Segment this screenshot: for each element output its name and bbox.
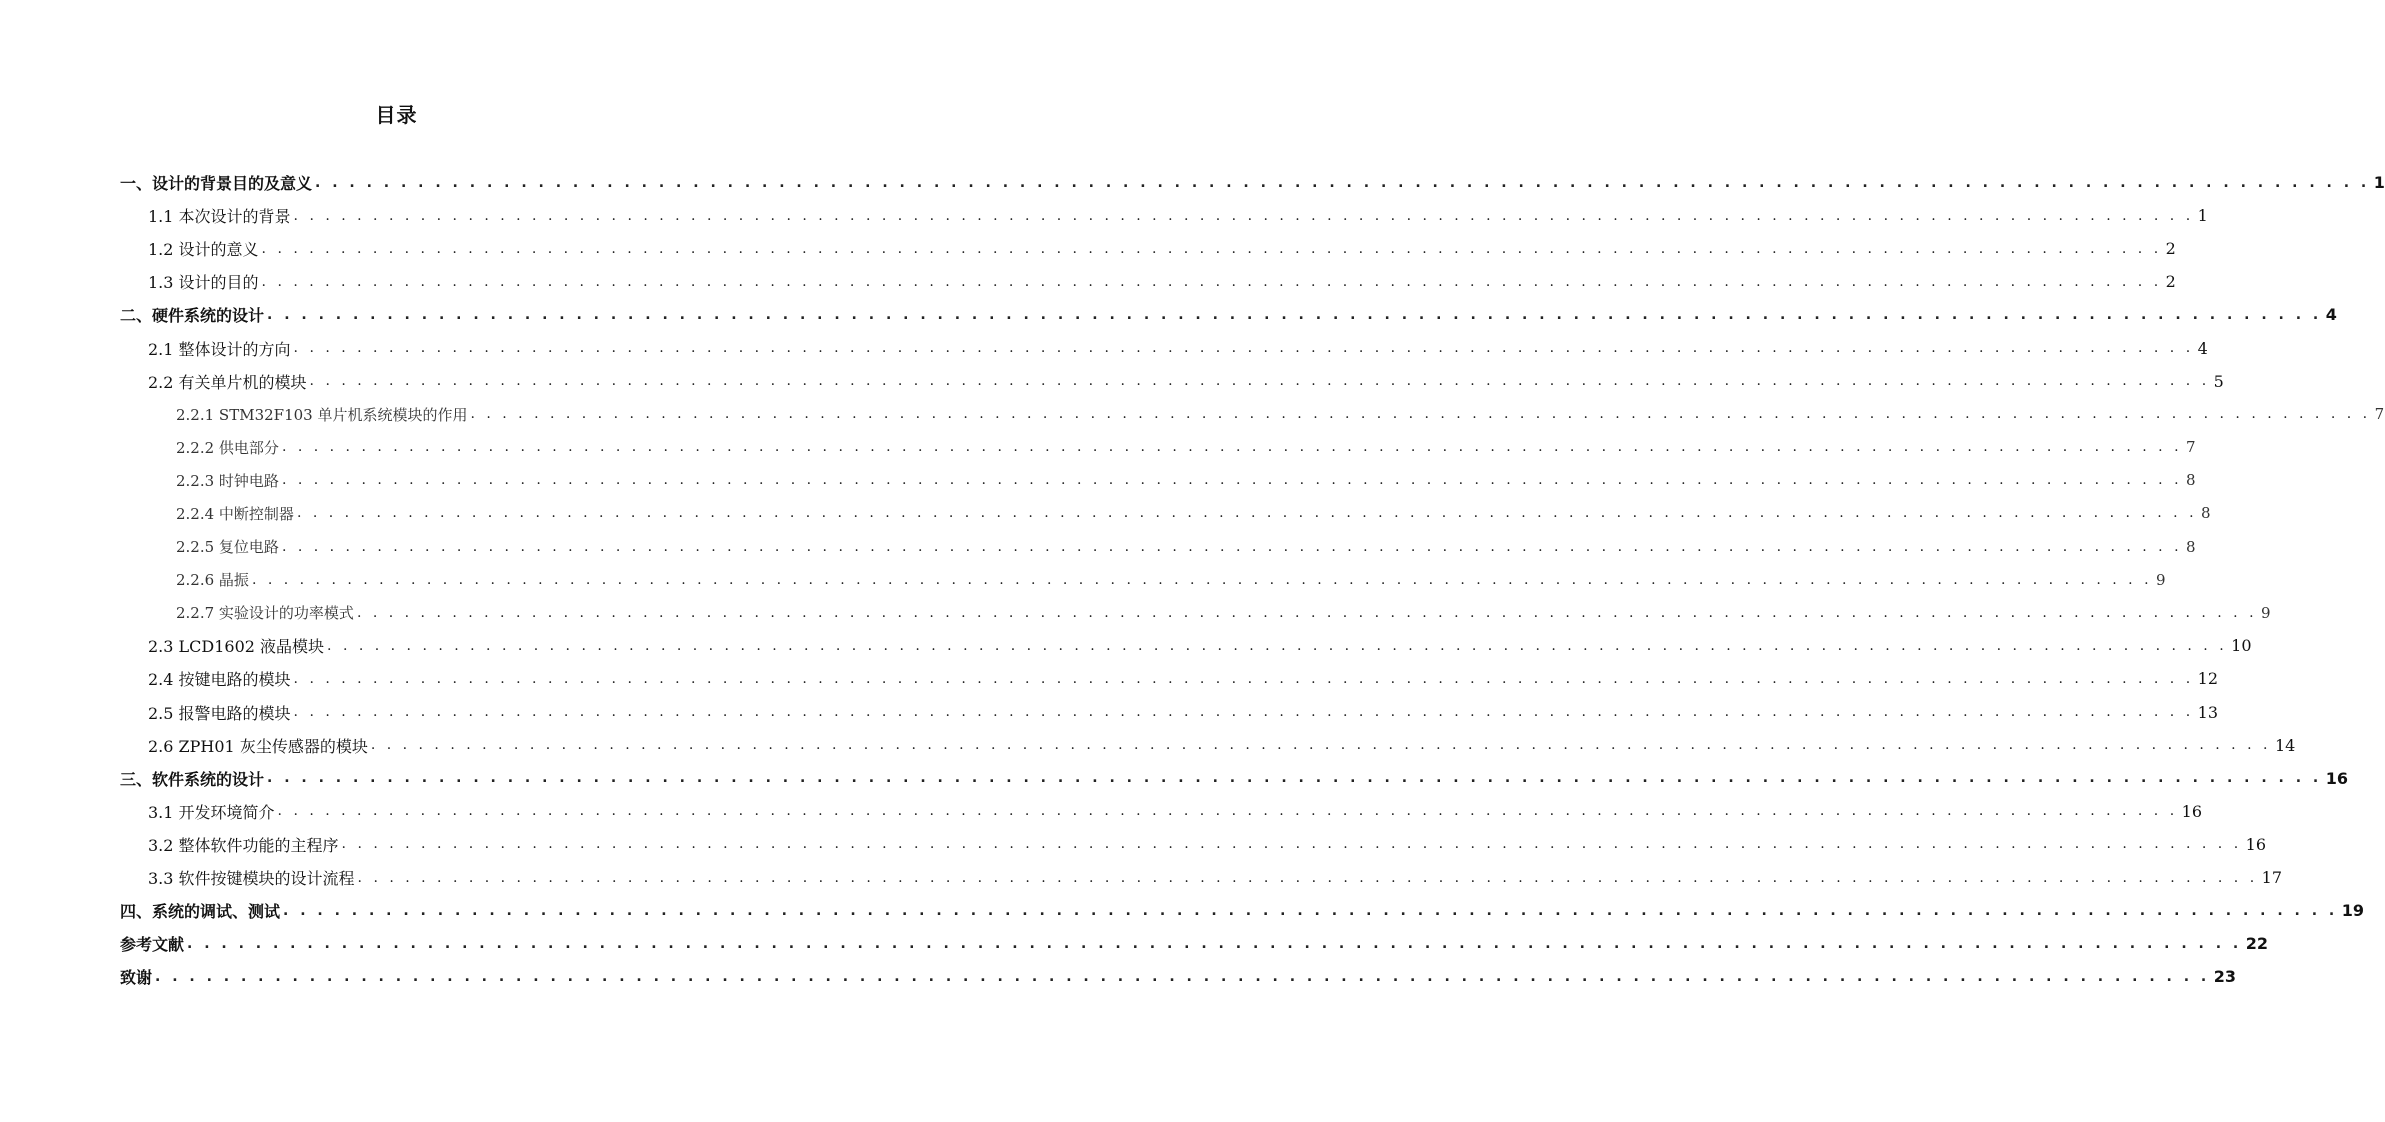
dot-leader: . . . . . . . . . . . . . . . . . . . . . . . . . . . . . . . . . . . . . . . . . . . . . . . . . . . . . . . . . . . . . . . . . . . . . . . . . . . . . . . . . . . . . . . . . . . . . . . . . . . . . . . . . . . . . . . . . . . . . . . . (370, 737, 2271, 754)
toc-entry[interactable] (120, 265, 2176, 298)
toc-entry-page-number: 23 (2213, 967, 2236, 987)
toc-entry[interactable] (120, 166, 2385, 199)
toc-entry[interactable] (120, 431, 2196, 464)
dot-leader: . . . . . . . . . . . . . . . . . . . . . . . . . . . . . . . . . . . . . . . . . . . . . . . . . . . . . . . . . . . . . . . . . . . . . . . . . . . . . . . . . . . . . . . . . . . . . . . . . . . . . . . . . . . . . . . . . . . . . . . . (357, 869, 2258, 886)
dot-leader: . . . . . . . . . . . . . . . . . . . . . . . . . . . . . . . . . . . . . . . . . . . . . . . . . . . . . . . . . . . . . . . . . . . . . . . . . . . . . . . . . . . . . . . . . . . . . . . . . . . . . . . . . . . . . . . . . . . . . . . . (281, 472, 2183, 489)
dot-leader: . . . . . . . . . . . . . . . . . . . . . . . . . . . . . . . . . . . . . . . . . . . . . . . . . . . . . . . . . . . . . . . . . . . . . . . . . . . . . . . . . . . . . . . . . . . . . . . . . . . . . . . . . . . . . . . . . . . . . . . . (267, 770, 2322, 787)
toc-entry-label: 3.2 整体软件功能的主程序 (148, 835, 339, 855)
toc-entry-page-number: 10 (2231, 636, 2252, 656)
toc-entry-page-number: 13 (2197, 702, 2219, 722)
toc-entry-label: 2.2.4 中断控制器 (176, 504, 294, 523)
dot-leader: . . . . . . . . . . . . . . . . . . . . . . . . . . . . . . . . . . . . . . . . . . . . . . . . . . . . . . . . . . . . . . . . . . . . . . . . . . . . . . . . . . . . . . . . . . . . . . . . . . . . . . . . . . . . . . . . . . . . . . . . (281, 439, 2183, 456)
toc-entry[interactable] (120, 729, 2296, 762)
toc-entry[interactable] (120, 365, 2224, 398)
dot-leader: . . . . . . . . . . . . . . . . . . . . . . . . . . . . . . . . . . . . . . . . . . . . . . . . . . . . . . . . . . . . . . . . . . . . . . . . . . . . . . . . . . . . . . . . . . . . . . . . . . . . . . . . . . . . . . . . . . . . . . . . (293, 340, 2194, 357)
toc-entry-page-number: 2 (2165, 272, 2176, 292)
toc-entry-label: 2.2.1 STM32F103 单片机系统模块的作用 (176, 405, 468, 424)
dot-leader: . . . . . . . . . . . . . . . . . . . . . . . . . . . . . . . . . . . . . . . . . . . . . . . . . . . . . . . . . . . . . . . . . . . . . . . . . . . . . . . . . . . . . . . . . . . . . . . . . . . . . . . . . . . . . . . . . . . . . . . . (283, 902, 2338, 919)
toc-entry-page-number: 16 (2245, 834, 2267, 854)
toc-entry-page-number: 7 (2186, 438, 2196, 457)
dot-leader: . . . . . . . . . . . . . . . . . . . . . . . . . . . . . . . . . . . . . . . . . . . . . . . . . . . . . . . . . . . . . . . . . . . . . . . . . . . . . . . . . . . . . . . . . . . . . . . . . . . . . . . . . . . . . . . . . . . . . . . . (293, 670, 2194, 687)
dot-leader: . . . . . . . . . . . . . . . . . . . . . . . . . . . . . . . . . . . . . . . . . . . . . . . . . . . . . . . . . . . . . . . . . . . . . . . . . . . . . . . . . . . . . . . . . . . . . . . . . . . . . . . . . . . . . . . . . . . . . . . . (315, 174, 2370, 191)
toc-entry[interactable] (120, 464, 2196, 497)
toc-entry-page-number: 7 (2374, 405, 2385, 424)
toc-entry-label: 2.3 LCD1602 液晶模块 (148, 637, 325, 657)
toc-entry[interactable] (120, 331, 2208, 364)
toc-entry-label: 2.1 整体设计的方向 (148, 339, 291, 359)
dot-leader: . . . . . . . . . . . . . . . . . . . . . . . . . . . . . . . . . . . . . . . . . . . . . . . . . . . . . . . . . . . . . . . . . . . . . . . . . . . . . . . . . . . . . . . . . . . . . . . . . . . . . . . . . . . . . . . . . . . . . . . . (251, 571, 2153, 588)
toc-entry-page-number: 8 (2201, 504, 2211, 523)
toc-entry-label: 三、软件系统的设计 (120, 769, 265, 789)
toc-entry-label: 参考文献 (120, 935, 185, 955)
toc-entry-label: 2.4 按键电路的模块 (148, 670, 291, 690)
toc-list (120, 166, 2385, 993)
toc-entry-page-number: 17 (2261, 868, 2283, 888)
dot-leader: . . . . . . . . . . . . . . . . . . . . . . . . . . . . . . . . . . . . . . . . . . . . . . . . . . . . . . . . . . . . . . . . . . . . . . . . . . . . . . . . . . . . . . . . . . . . . . . . . . . . . . . . . . . . . . . . . . . . . . . . (267, 306, 2322, 323)
toc-entry[interactable] (120, 629, 2252, 662)
toc-entry-page-number: 9 (2261, 603, 2271, 622)
toc-entry-page-number: 16 (2181, 801, 2203, 821)
dot-leader: . . . . . . . . . . . . . . . . . . . . . . . . . . . . . . . . . . . . . . . . . . . . . . . . . . . . . . . . . . . . . . . . . . . . . . . . . . . . . . . . . . . . . . . . . . . . . . . . . . . . . . . . . . . . . . . . . . . . . . . . (155, 968, 2210, 985)
toc-entry-label: 3.1 开发环境简介 (148, 802, 275, 822)
toc-entry-label: 2.2.7 实验设计的功率模式 (176, 604, 354, 623)
toc-entry-page-number: 1 (2197, 206, 2208, 226)
toc-entry-label: 二、硬件系统的设计 (120, 306, 265, 326)
toc-entry-label: 2.2.6 晶振 (176, 571, 249, 590)
toc-entry-label: 3.3 软件按键模块的设计流程 (148, 869, 355, 889)
toc-entry-label: 2.2.2 供电部分 (176, 438, 279, 457)
toc-entry-label: 2.6 ZPH01 灰尘传感器的模块 (148, 736, 368, 756)
toc-entry[interactable] (120, 232, 2176, 265)
toc-entry-label: 1.1 本次设计的背景 (148, 207, 291, 227)
toc-title: 目录 (375, 103, 418, 127)
toc-entry[interactable] (120, 563, 2166, 596)
dot-leader: . . . . . . . . . . . . . . . . . . . . . . . . . . . . . . . . . . . . . . . . . . . . . . . . . . . . . . . . . . . . . . . . . . . . . . . . . . . . . . . . . . . . . . . . . . . . . . . . . . . . . . . . . . . . . . . . . . . . . . . . (327, 637, 2228, 654)
toc-entry[interactable] (120, 662, 2219, 695)
toc-entry[interactable] (120, 398, 2385, 431)
toc-entry[interactable] (120, 894, 2364, 927)
dot-leader: . . . . . . . . . . . . . . . . . . . . . . . . . . . . . . . . . . . . . . . . . . . . . . . . . . . . . . . . . . . . . . . . . . . . . . . . . . . . . . . . . . . . . . . . . . . . . . . . . . . . . . . . . . . . . . . . . . . . . . . . (281, 538, 2183, 555)
toc-entry[interactable] (120, 960, 2236, 993)
toc-entry-page-number: 4 (2325, 305, 2337, 325)
toc-entry-label: 1.2 设计的意义 (148, 240, 259, 260)
toc-entry-page-number: 2 (2165, 239, 2176, 259)
toc-entry-page-number: 22 (2245, 934, 2268, 954)
dot-leader: . . . . . . . . . . . . . . . . . . . . . . . . . . . . . . . . . . . . . . . . . . . . . . . . . . . . . . . . . . . . . . . . . . . . . . . . . . . . . . . . . . . . . . . . . . . . . . . . . . . . . . . . . . . . . . . . . . . . . . . . (296, 505, 2198, 522)
toc-entry-page-number: 19 (2341, 901, 2364, 921)
toc-entry[interactable] (120, 696, 2219, 729)
toc-entry-page-number: 16 (2325, 768, 2348, 788)
toc-entry-label: 1.3 设计的目的 (148, 273, 259, 293)
toc-entry-page-number: 14 (2274, 735, 2296, 755)
toc-entry-label: 2.2.3 时钟电路 (176, 471, 279, 490)
toc-entry[interactable] (120, 795, 2203, 828)
toc-entry-label: 2.2.5 复位电路 (176, 538, 279, 557)
toc-entry[interactable] (120, 828, 2267, 861)
toc-entry[interactable] (120, 530, 2196, 563)
toc-entry-page-number: 9 (2156, 570, 2166, 589)
toc-entry-label: 2.2 有关单片机的模块 (148, 372, 307, 392)
dot-leader: . . . . . . . . . . . . . . . . . . . . . . . . . . . . . . . . . . . . . . . . . . . . . . . . . . . . . . . . . . . . . . . . . . . . . . . . . . . . . . . . . . . . . . . . . . . . . . . . . . . . . . . . . . . . . . . . . . . . . . . . (187, 935, 2242, 952)
toc-entry-label: 一、设计的背景目的及意义 (120, 174, 313, 194)
dot-leader: . . . . . . . . . . . . . . . . . . . . . . . . . . . . . . . . . . . . . . . . . . . . . . . . . . . . . . . . . . . . . . . . . . . . . . . . . . . . . . . . . . . . . . . . . . . . . . . . . . . . . . . . . . . . . . . . . . . . . . . . (293, 704, 2194, 721)
toc-entry[interactable] (120, 298, 2337, 331)
toc-entry-page-number: 4 (2197, 338, 2208, 358)
toc-entry-label: 四、系统的调试、测试 (120, 902, 281, 922)
toc-entry-page-number: 8 (2186, 471, 2196, 490)
toc-entry-page-number: 1 (2373, 173, 2385, 193)
dot-leader: . . . . . . . . . . . . . . . . . . . . . . . . . . . . . . . . . . . . . . . . . . . . . . . . . . . . . . . . . . . . . . . . . . . . . . . . . . . . . . . . . . . . . . . . . . . . . . . . . . . . . . . . . . . . . . . . . . . . . . . . (356, 604, 2258, 621)
toc-entry-page-number: 5 (2213, 371, 2224, 391)
dot-leader: . . . . . . . . . . . . . . . . . . . . . . . . . . . . . . . . . . . . . . . . . . . . . . . . . . . . . . . . . . . . . . . . . . . . . . . . . . . . . . . . . . . . . . . . . . . . . . . . . . . . . . . . . . . . . . . . . . . . . . . . (309, 373, 2210, 390)
dot-leader: . . . . . . . . . . . . . . . . . . . . . . . . . . . . . . . . . . . . . . . . . . . . . . . . . . . . . . . . . . . . . . . . . . . . . . . . . . . . . . . . . . . . . . . . . . . . . . . . . . . . . . . . . . . . . . . . . . . . . . . . (261, 273, 2162, 290)
toc-entry[interactable] (120, 762, 2348, 795)
toc-entry-page-number: 8 (2186, 537, 2196, 556)
toc-entry-page-number: 12 (2197, 669, 2219, 689)
dot-leader: . . . . . . . . . . . . . . . . . . . . . . . . . . . . . . . . . . . . . . . . . . . . . . . . . . . . . . . . . . . . . . . . . . . . . . . . . . . . . . . . . . . . . . . . . . . . . . . . . . . . . . . . . . . . . . . . . . . . . . . . (261, 240, 2162, 257)
toc-entry[interactable] (120, 199, 2208, 232)
dot-leader: . . . . . . . . . . . . . . . . . . . . . . . . . . . . . . . . . . . . . . . . . . . . . . . . . . . . . . . . . . . . . . . . . . . . . . . . . . . . . . . . . . . . . . . . . . . . . . . . . . . . . . . . . . . . . . . . . . . . . . . . (277, 803, 2178, 820)
toc-entry[interactable] (120, 596, 2271, 629)
dot-leader: . . . . . . . . . . . . . . . . . . . . . . . . . . . . . . . . . . . . . . . . . . . . . . . . . . . . . . . . . . . . . . . . . . . . . . . . . . . . . . . . . . . . . . . . . . . . . . . . . . . . . . . . . . . . . . . . . . . . . . . . (341, 836, 2242, 853)
toc-entry[interactable] (120, 927, 2268, 960)
dot-leader: . . . . . . . . . . . . . . . . . . . . . . . . . . . . . . . . . . . . . . . . . . . . . . . . . . . . . . . . . . . . . . . . . . . . . . . . . . . . . . . . . . . . . . . . . . . . . . . . . . . . . . . . . . . . . . . . . . . . . . . . (293, 207, 2194, 224)
dot-leader: . . . . . . . . . . . . . . . . . . . . . . . . . . . . . . . . . . . . . . . . . . . . . . . . . . . . . . . . . . . . . . . . . . . . . . . . . . . . . . . . . . . . . . . . . . . . . . . . . . . . . . . . . . . . . . . . . . . . . . . . (470, 406, 2371, 423)
toc-entry-label: 致谢 (120, 968, 153, 988)
toc-entry-label: 2.5 报警电路的模块 (148, 703, 291, 723)
toc-entry[interactable] (120, 861, 2283, 894)
toc-entry[interactable] (120, 497, 2211, 530)
